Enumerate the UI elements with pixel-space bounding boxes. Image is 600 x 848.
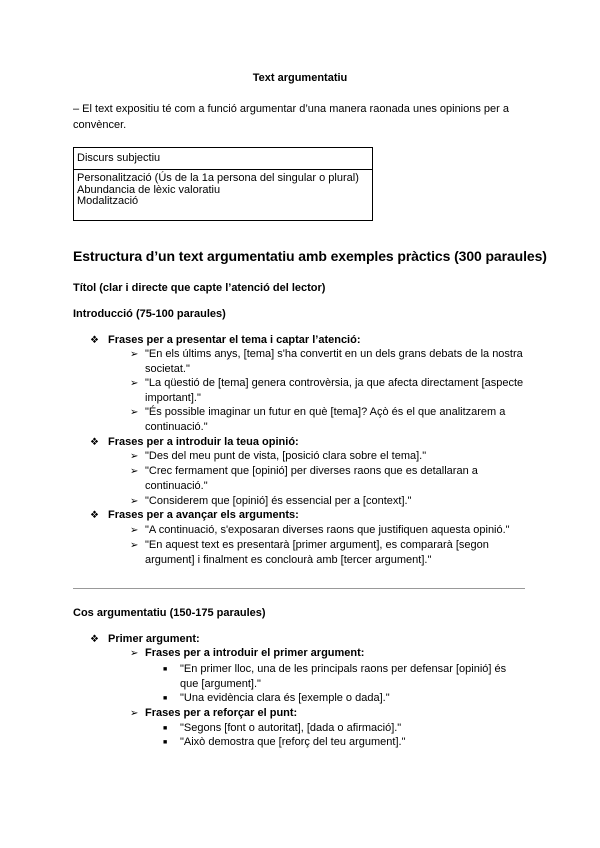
square-bullet-icon: ■ bbox=[163, 739, 168, 746]
arrow-bullet-icon: ➢ bbox=[130, 540, 139, 551]
list-item-continuation: important]." bbox=[145, 392, 201, 404]
horizontal-divider bbox=[73, 588, 525, 589]
list-item-continuation: societat." bbox=[145, 363, 190, 375]
square-bullet-icon: ■ bbox=[163, 666, 168, 673]
table-line: Modalització bbox=[77, 195, 139, 207]
table-line: Abundancia de lèxic valoratiu bbox=[77, 183, 221, 196]
structure-heading: Estructura d’un text argumentatiu amb exemples pràctics (300 paraules) bbox=[73, 248, 547, 264]
arrow-bullet-icon: ➢ bbox=[130, 407, 139, 418]
diamond-bullet-icon: ❖ bbox=[90, 335, 99, 346]
arrow-bullet-icon: ➢ bbox=[130, 525, 139, 536]
list-item-continuation: que [argument]." bbox=[180, 678, 261, 690]
list-item: "La qüestió de [tema] genera controvèrsia, ja que afecta directament [aspecte bbox=[145, 377, 524, 389]
square-bullet-icon: ■ bbox=[163, 695, 168, 702]
intro-text-line-2: convèncer. bbox=[73, 119, 127, 131]
table-line: Personalització (Ús de la 1a persona del singular o plural) bbox=[77, 172, 359, 184]
arrow-bullet-icon: ➢ bbox=[130, 451, 139, 462]
sub-group-label: Frases per a introduir el primer argument: bbox=[145, 647, 365, 659]
list-item-continuation: continuació." bbox=[145, 480, 208, 492]
diamond-bullet-icon: ❖ bbox=[90, 437, 99, 448]
list-item: "Crec fermament que [opinió] per diverses raons que es detallaran a bbox=[145, 465, 478, 477]
list-item: "Això demostra que [reforç del teu argument]." bbox=[180, 736, 406, 748]
intro-group-label: Frases per a avançar els arguments: bbox=[108, 509, 299, 521]
arrow-bullet-icon: ➢ bbox=[130, 349, 139, 360]
title-section-heading: Títol (clar i directe que capte l’atenció del lector) bbox=[73, 282, 326, 294]
sub-group-label: Frases per a reforçar el punt: bbox=[145, 707, 298, 719]
diamond-bullet-icon: ❖ bbox=[90, 510, 99, 521]
list-item: "En primer lloc, una de les principals raons per defensar [opinió] és bbox=[180, 663, 507, 675]
arrow-bullet-icon: ➢ bbox=[130, 378, 139, 389]
list-item-continuation: argument] i finalment es conclourà amb [tercer argument]." bbox=[145, 554, 432, 566]
body-section-heading: Cos argumentatiu (150-175 paraules) bbox=[73, 607, 266, 619]
table-header: Discurs subjectiu bbox=[74, 148, 372, 170]
diamond-bullet-icon: ❖ bbox=[90, 634, 99, 645]
list-item: "És possible imaginar un futur en què [tema]? Açò és el que analitzarem a bbox=[145, 406, 506, 418]
first-argument-label: Primer argument: bbox=[108, 633, 200, 645]
list-item-continuation: continuació." bbox=[145, 421, 208, 433]
list-item: "En els últims anys, [tema] s'ha convertit en un dels grans debats de la nostra bbox=[145, 348, 523, 360]
list-item: "Considerem que [opinió] és essencial per a [context]." bbox=[145, 495, 412, 507]
intro-group-label: Frases per a presentar el tema i captar l’atenció: bbox=[108, 334, 361, 346]
intro-group-label: Frases per a introduir la teua opinió: bbox=[108, 436, 299, 448]
intro-text-line-1: – El text expositiu té com a funció argumentar d’una manera raonada unes opinions per a bbox=[73, 103, 509, 115]
list-item: "En aquest text es presentarà [primer argument], es compararà [segon bbox=[145, 539, 489, 551]
list-item: "Segons [font o autoritat], [dada o afirmació]." bbox=[180, 722, 402, 734]
introduction-heading: Introducció (75-100 paraules) bbox=[73, 308, 226, 320]
document-title: Text argumentatiu bbox=[252, 72, 348, 84]
arrow-bullet-icon: ➢ bbox=[130, 708, 139, 719]
arrow-bullet-icon: ➢ bbox=[130, 496, 139, 507]
square-bullet-icon: ■ bbox=[163, 725, 168, 732]
table-body bbox=[74, 170, 372, 208]
subjective-discourse-table bbox=[73, 147, 373, 221]
list-item: "A continuació, s'exposaran diverses raons que justifiquen aquesta opinió." bbox=[145, 524, 510, 536]
list-item: "Des del meu punt de vista, [posició clara sobre el tema]." bbox=[145, 450, 427, 462]
list-item: "Una evidència clara és [exemple o dada]." bbox=[180, 692, 390, 704]
arrow-bullet-icon: ➢ bbox=[130, 466, 139, 477]
arrow-bullet-icon: ➢ bbox=[130, 648, 139, 659]
